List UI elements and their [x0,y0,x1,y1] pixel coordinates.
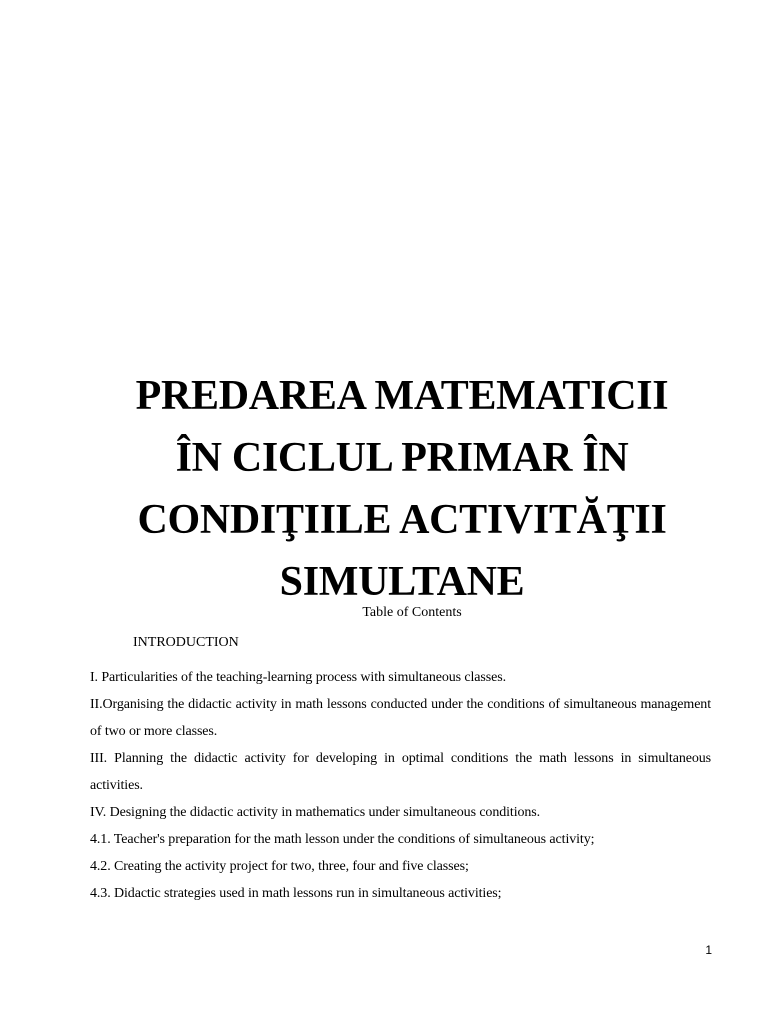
toc-item: 4.2. Creating the activity project for two, three, four and five classes; [90,859,469,874]
title-line: CONDIŢIILE ACTIVITĂŢII [137,497,667,543]
page-number: 1 [705,943,712,957]
toc-heading: Table of Contents [362,605,462,620]
document-title [40,365,764,613]
title-line: SIMULTANE [279,559,525,605]
title-line: PREDAREA MATEMATICII [135,373,669,419]
toc-item: 4.3. Didactic strategies used in math lessons run in simultaneous activities; [90,886,502,901]
toc-list [90,664,711,907]
toc-item: I. Particularities of the teaching-learning process with simultaneous classes. [90,670,506,685]
toc-item: III. Planning the didactic activity for developing in optimal conditions the math lessons in simultaneous activities. [90,751,711,793]
title-line: ÎN CICLUL PRIMAR ÎN [175,435,629,481]
toc-item: 4.1. Teacher's preparation for the math lesson under the conditions of simultaneous activity; [90,832,595,847]
toc-item-introduction: INTRODUCTION [133,635,239,650]
toc-item: II.Organising the didactic activity in math lessons conducted under the conditions of simultaneous management of two or more classes. [90,697,711,739]
toc-item: IV. Designing the didactic activity in mathematics under simultaneous conditions. [90,805,541,820]
